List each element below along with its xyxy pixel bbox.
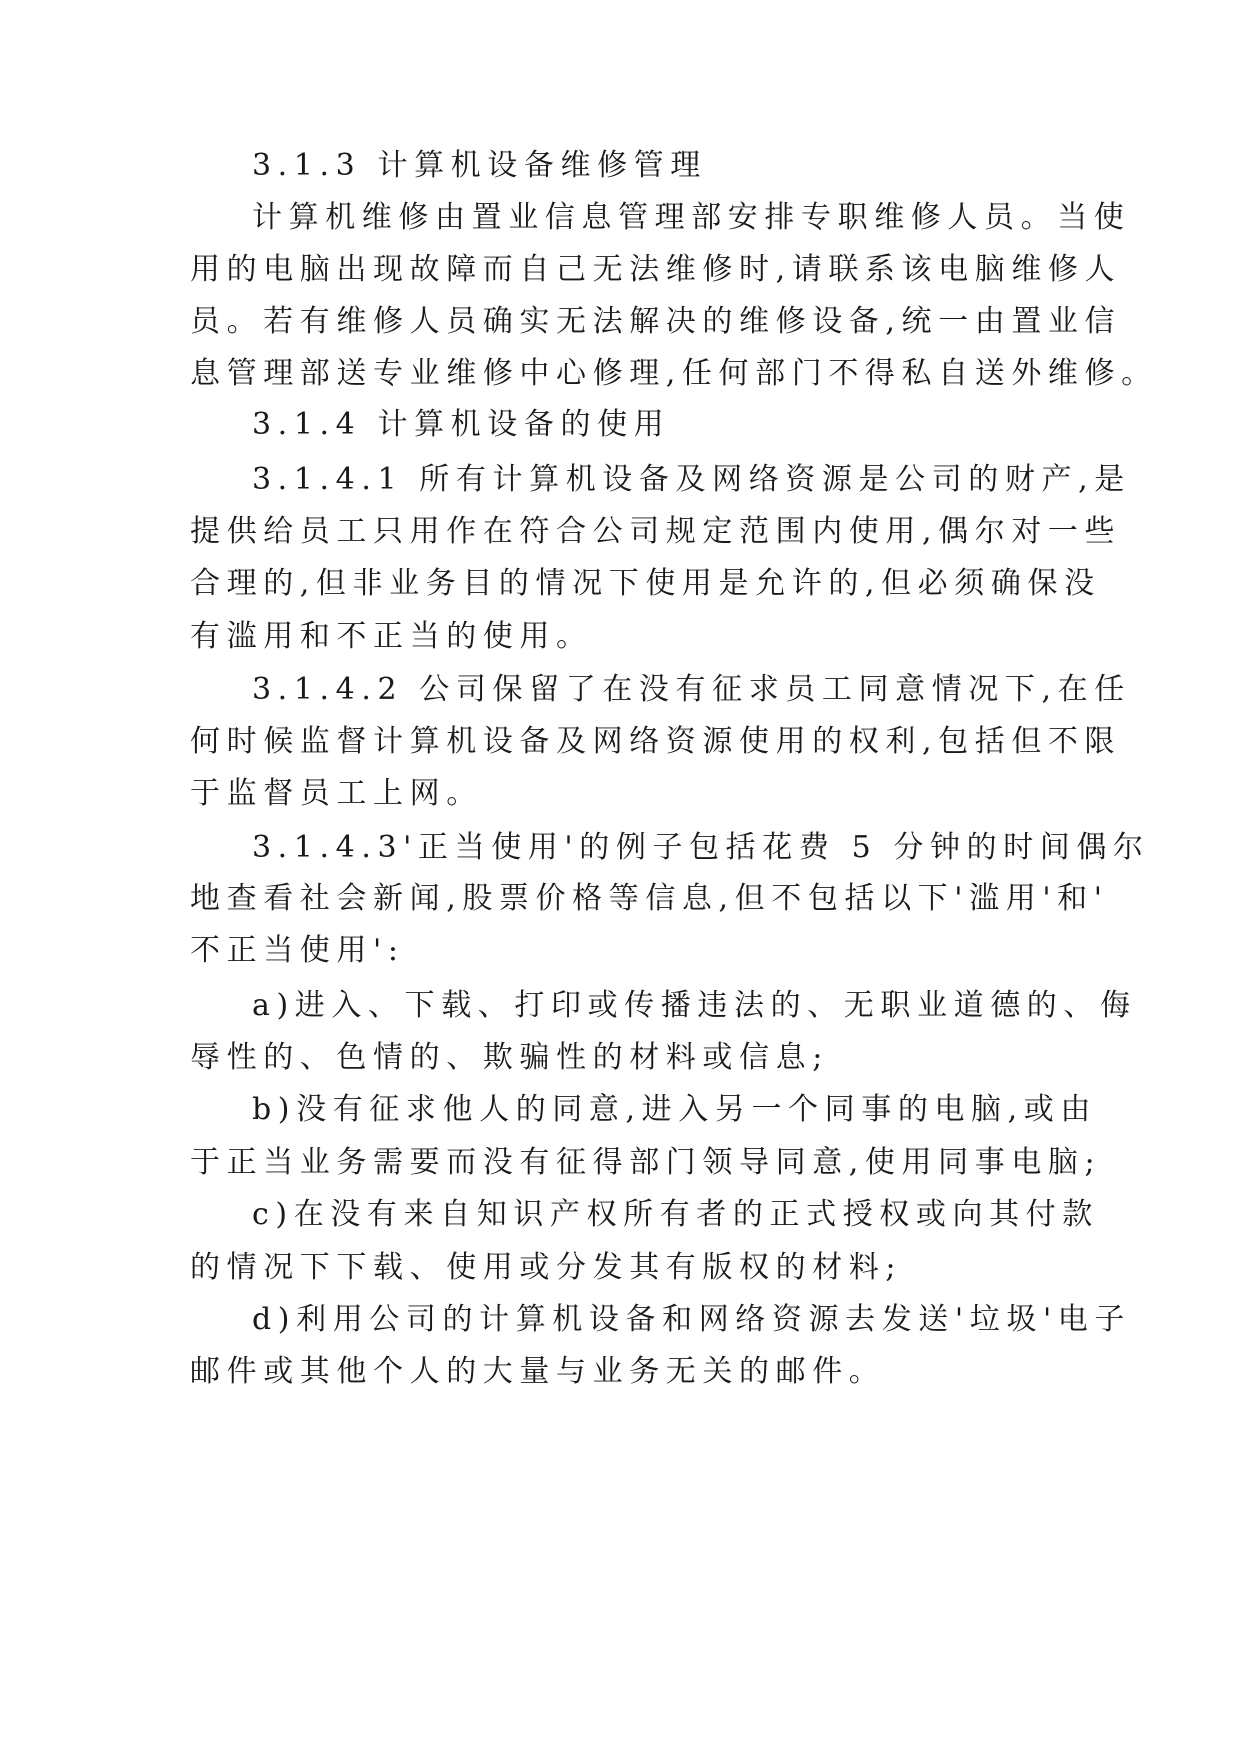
list-item-d: d)利用公司的计算机设备和网络资源去发送'垃圾'电子 (252, 1302, 1132, 1337)
paragraph-line: 何时候监督计算机设备及网络资源使用的权利,包括但不限 (190, 724, 1122, 759)
paragraph-line: 3.1.4.1 所有计算机设备及网络资源是公司的财产,是 (252, 462, 1131, 497)
paragraph-line: 有滥用和不正当的使用。 (190, 619, 593, 654)
heading-3-1-3: 3.1.3 计算机设备维修管理 (252, 148, 707, 183)
paragraph-line: 地查看社会新闻,股票价格等信息,但不包括以下'滥用'和' (190, 881, 1109, 916)
paragraph-line: 合理的,但非业务目的情况下使用是允许的,但必须确保没 (190, 566, 1101, 601)
heading-3-1-4: 3.1.4 计算机设备的使用 (252, 407, 671, 442)
paragraph-line: 计算机维修由置业信息管理部安排专职维修人员。当使 (252, 200, 1131, 235)
list-item-c: c)在没有来自知识产权所有者的正式授权或向其付款 (252, 1197, 1099, 1232)
list-item-b: b)没有征求他人的同意,进入另一个同事的电脑,或由 (252, 1092, 1097, 1127)
paragraph-line: 用的电脑出现故障而自己无法维修时,请联系该电脑维修人 (190, 252, 1122, 287)
list-item-a: a)进入、下载、打印或传播违法的、无职业道德的、侮 (252, 988, 1137, 1023)
paragraph-line: 提供给员工只用作在符合公司规定范围内使用,偶尔对一些 (190, 514, 1122, 549)
paragraph-line: 3.1.4.3'正当使用'的例子包括花费 5 分钟的时间偶尔 (252, 830, 1150, 865)
list-item-d-continued: 邮件或其他个人的大量与业务无关的邮件。 (190, 1354, 886, 1389)
paragraph-line: 员。若有维修人员确实无法解决的维修设备,统一由置业信 (190, 304, 1122, 339)
list-item-b-continued: 于正当业务需要而没有征得部门领导同意,使用同事电脑; (190, 1145, 1102, 1180)
list-item-c-continued: 的情况下下载、使用或分发其有版权的材料; (190, 1250, 903, 1285)
paragraph-line: 息管理部送专业维修中心修理,任何部门不得私自送外维修。 (190, 356, 1158, 391)
paragraph-line: 不正当使用': (190, 933, 405, 968)
list-item-a-continued: 辱性的、色情的、欺骗性的材料或信息; (190, 1040, 829, 1075)
paragraph-line: 3.1.4.2 公司保留了在没有征求员工同意情况下,在任 (252, 672, 1131, 707)
paragraph-line: 于监督员工上网。 (190, 776, 483, 811)
